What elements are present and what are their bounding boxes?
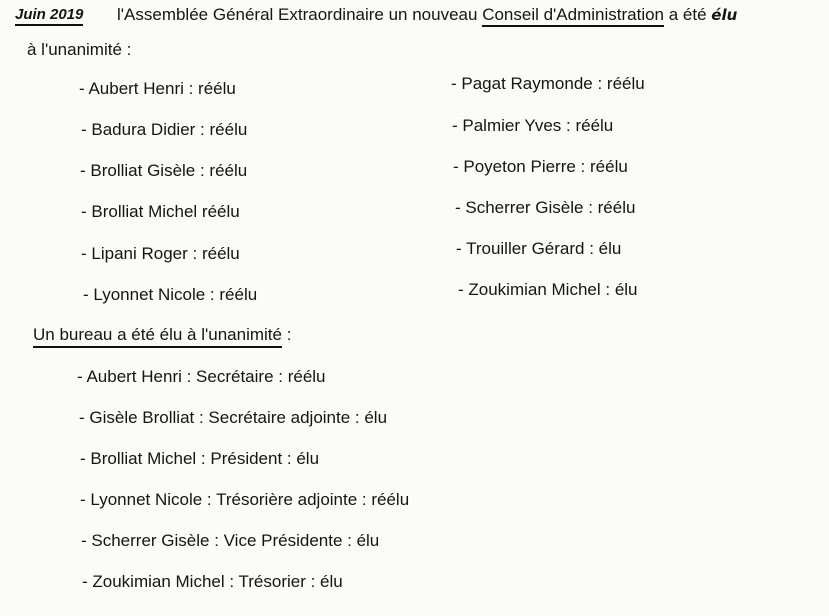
bureau-member: - Gisèle Brolliat : Secrétaire adjointe : élu xyxy=(79,408,388,427)
intro-text-after: a été xyxy=(664,5,712,24)
council-member-left: - Brolliat Michel réélu xyxy=(81,202,240,221)
bureau-title-suffix: : xyxy=(281,325,292,344)
intro-line-2: à l'unanimité : xyxy=(27,40,132,59)
bureau-member: - Scherrer Gisèle : Vice Présidente : élu xyxy=(81,531,380,550)
council-member-left: - Lyonnet Nicole : réélu xyxy=(83,285,258,304)
bureau-title xyxy=(33,325,291,345)
council-member-left: - Lipani Roger : réélu xyxy=(81,244,240,263)
council-member-right: - Zoukimian Michel : élu xyxy=(458,280,638,299)
intro-text: l'Assemblée Général Extraordinaire un nouveau xyxy=(117,5,483,24)
bureau-title-underlined: Un bureau a été élu à l'unanimité xyxy=(33,325,282,348)
document-date: Juin 2019 xyxy=(15,6,83,26)
council-member-right: - Trouiller Gérard : élu xyxy=(456,239,622,258)
handwritten-correction: élu xyxy=(711,6,738,24)
bureau-member: - Brolliat Michel : Président : élu xyxy=(80,449,320,468)
bureau-member: - Aubert Henri : Secrétaire : réélu xyxy=(77,367,326,386)
intro-underlined-text: Conseil d'Administration xyxy=(482,5,664,27)
council-member-right: - Scherrer Gisèle : réélu xyxy=(455,198,636,217)
bureau-member: - Zoukimian Michel : Trésorier : élu xyxy=(82,572,343,591)
council-member-left: - Badura Didier : réélu xyxy=(81,120,248,139)
council-member-right: - Poyeton Pierre : réélu xyxy=(453,157,628,176)
bureau-member: - Lyonnet Nicole : Trésorière adjointe : réélu xyxy=(80,490,410,509)
council-member-left: - Aubert Henri : réélu xyxy=(79,79,236,98)
council-member-left: - Brolliat Gisèle : réélu xyxy=(80,161,248,180)
intro-line xyxy=(117,5,737,25)
council-member-right: - Palmier Yves : réélu xyxy=(452,116,614,135)
council-member-right: - Pagat Raymonde : réélu xyxy=(451,74,645,93)
